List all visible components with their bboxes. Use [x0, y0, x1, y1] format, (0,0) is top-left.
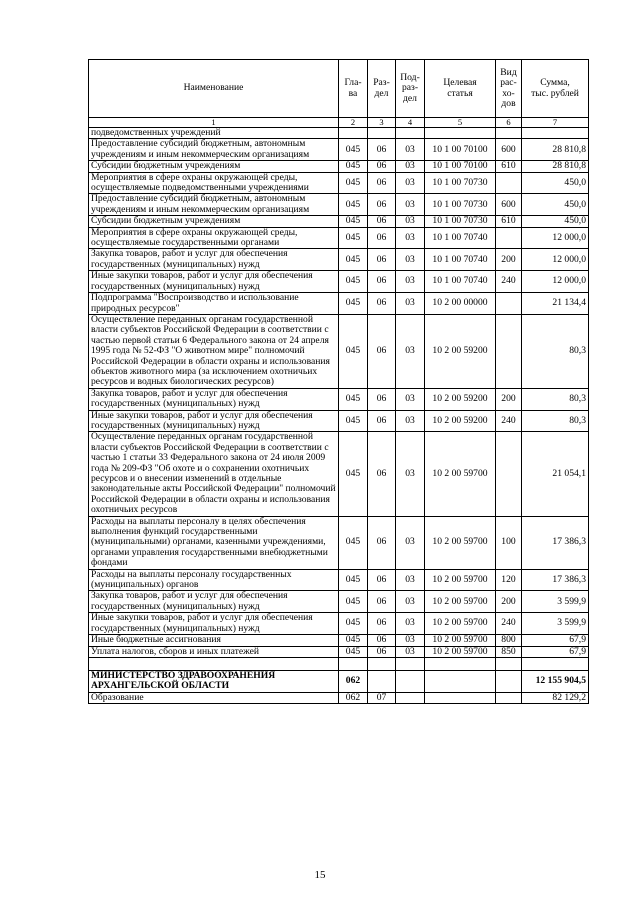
row-podrazdel [396, 670, 425, 692]
row-name: Иные бюджетные ассигнования [89, 635, 339, 646]
row-podrazdel: 03 [396, 432, 425, 516]
column-number-row [89, 118, 589, 128]
row-vid: 120 [496, 569, 522, 591]
row-glava: 045 [339, 216, 368, 227]
col-number: 7 [522, 118, 589, 128]
row-razdel: 06 [368, 249, 396, 271]
row-podrazdel: 03 [396, 613, 425, 635]
row-razdel [368, 128, 396, 139]
row-name: Закупка товаров, работ и услуг для обеспечения государственных (муниципальных) нужд [89, 249, 339, 271]
row-name: Закупка товаров, работ и услуг для обеспечения государственных (муниципальных) нужд [89, 591, 339, 613]
row-razdel: 06 [368, 161, 396, 172]
row-glava: 045 [339, 314, 368, 388]
table-row [89, 670, 589, 692]
row-razdel: 06 [368, 613, 396, 635]
row-sum: 82 129,2 [522, 692, 589, 703]
row-podrazdel: 03 [396, 635, 425, 646]
row-target: 10 2 00 59700 [425, 613, 496, 635]
row-sum [522, 657, 589, 670]
row-sum: 28 810,8 [522, 139, 589, 161]
row-vid [496, 314, 522, 388]
row-name: Закупка товаров, работ и услуг для обеспечения государственных (муниципальных) нужд [89, 388, 339, 410]
row-razdel: 06 [368, 432, 396, 516]
row-sum: 17 386,3 [522, 569, 589, 591]
row-sum: 3 599,9 [522, 591, 589, 613]
row-sum: 67,9 [522, 635, 589, 646]
row-name: Субсидии бюджетным учреждениям [89, 161, 339, 172]
row-razdel: 06 [368, 646, 396, 657]
row-name: Расходы на выплаты персоналу в целях обеспечения выполнения функций государственными (муниципальными) органами, казенными учреждениями, органами управления государственными внебюджетными фондами [89, 516, 339, 569]
row-podrazdel: 03 [396, 139, 425, 161]
row-target: 10 1 00 70740 [425, 271, 496, 293]
row-glava: 062 [339, 670, 368, 692]
col-number: 3 [368, 118, 396, 128]
row-razdel: 06 [368, 293, 396, 315]
row-sum: 12 000,0 [522, 249, 589, 271]
col-number: 5 [425, 118, 496, 128]
row-podrazdel: 03 [396, 161, 425, 172]
row-target: 10 2 00 59700 [425, 432, 496, 516]
table-row [89, 271, 589, 293]
row-razdel: 06 [368, 569, 396, 591]
row-target: 10 2 00 59200 [425, 388, 496, 410]
row-target: 10 1 00 70100 [425, 139, 496, 161]
header-razdel: Раз- дел [368, 60, 396, 118]
row-name: Иные закупки товаров, работ и услуг для обеспечения государственных (муниципальных) нужд [89, 271, 339, 293]
row-podrazdel: 03 [396, 591, 425, 613]
row-sum: 450,0 [522, 194, 589, 216]
row-vid [496, 692, 522, 703]
row-razdel: 06 [368, 635, 396, 646]
row-vid [496, 670, 522, 692]
table-row [89, 410, 589, 432]
row-sum: 80,3 [522, 410, 589, 432]
row-sum: 21 134,4 [522, 293, 589, 315]
row-sum: 67,9 [522, 646, 589, 657]
row-podrazdel: 03 [396, 569, 425, 591]
row-podrazdel: 03 [396, 314, 425, 388]
col-number: 6 [496, 118, 522, 128]
row-podrazdel [396, 657, 425, 670]
row-vid: 240 [496, 271, 522, 293]
row-glava [339, 128, 368, 139]
col-number: 1 [89, 118, 339, 128]
header-name: Наименование [89, 60, 339, 118]
row-target: 10 1 00 70100 [425, 161, 496, 172]
table-row [89, 314, 589, 388]
row-vid: 240 [496, 410, 522, 432]
row-razdel: 06 [368, 410, 396, 432]
row-target: 10 2 00 59200 [425, 410, 496, 432]
col-number: 4 [396, 118, 425, 128]
row-vid: 200 [496, 249, 522, 271]
row-razdel: 06 [368, 194, 396, 216]
row-glava [339, 657, 368, 670]
row-sum: 450,0 [522, 172, 589, 194]
row-name [89, 657, 339, 670]
row-name: Иные закупки товаров, работ и услуг для обеспечения государственных (муниципальных) нужд [89, 613, 339, 635]
table-row [89, 569, 589, 591]
row-glava: 045 [339, 388, 368, 410]
table-row [89, 432, 589, 516]
row-vid: 850 [496, 646, 522, 657]
row-sum: 28 810,8 [522, 161, 589, 172]
row-glava: 045 [339, 646, 368, 657]
row-target: 10 2 00 00000 [425, 293, 496, 315]
table-row [89, 613, 589, 635]
row-name: Мероприятия в сфере охраны окружающей среды, осуществляемые государственными органами [89, 227, 339, 249]
row-glava: 045 [339, 139, 368, 161]
row-target: 10 2 00 59700 [425, 635, 496, 646]
row-vid: 600 [496, 139, 522, 161]
row-glava: 045 [339, 410, 368, 432]
row-razdel: 06 [368, 139, 396, 161]
row-glava: 045 [339, 271, 368, 293]
page-number: 15 [314, 869, 326, 881]
row-podrazdel: 03 [396, 410, 425, 432]
row-glava: 045 [339, 161, 368, 172]
row-name: Уплата налогов, сборов и иных платежей [89, 646, 339, 657]
row-glava: 045 [339, 635, 368, 646]
row-target [425, 657, 496, 670]
row-target: 10 1 00 70740 [425, 227, 496, 249]
table-row [89, 139, 589, 161]
row-sum: 12 000,0 [522, 227, 589, 249]
row-target [425, 692, 496, 703]
row-sum: 450,0 [522, 216, 589, 227]
row-target: 10 1 00 70730 [425, 194, 496, 216]
row-podrazdel: 03 [396, 172, 425, 194]
row-podrazdel: 03 [396, 271, 425, 293]
row-podrazdel: 03 [396, 388, 425, 410]
table-row [89, 293, 589, 315]
header-glava: Гла- ва [339, 60, 368, 118]
row-glava: 062 [339, 692, 368, 703]
table-row [89, 194, 589, 216]
row-glava: 045 [339, 293, 368, 315]
row-vid: 240 [496, 613, 522, 635]
row-sum: 21 054,1 [522, 432, 589, 516]
row-name: Предоставление субсидий бюджетным, автономным учреждениям и иным некоммерческим организациям [89, 139, 339, 161]
table-row [89, 591, 589, 613]
row-sum: 12 000,0 [522, 271, 589, 293]
row-target: 10 1 00 70740 [425, 249, 496, 271]
row-name: Образование [89, 692, 339, 703]
row-razdel: 06 [368, 591, 396, 613]
row-podrazdel: 03 [396, 216, 425, 227]
row-razdel: 07 [368, 692, 396, 703]
row-vid [496, 172, 522, 194]
header-row [89, 60, 589, 118]
row-razdel [368, 657, 396, 670]
row-razdel: 06 [368, 314, 396, 388]
row-glava: 045 [339, 613, 368, 635]
row-razdel: 06 [368, 227, 396, 249]
row-name: Осуществление переданных органам государственной власти субъектов Российской Федерации в соответствии с частью 1 статьи 33 Федерального закона от 24 июля 2009 года № 209-ФЗ "Об охоте и о сохранении охотничьих ресурсов и о внесении изменений в отдельные законодательные акты Российской Федерации" полномочий Российской Федерации в области охраны и использования охотничьих ресурсов [89, 432, 339, 516]
row-name: Осуществление переданных органам государственной власти субъектов Российской Федерации в соответствии с частью первой статьи 6 Федерального закона от 24 апреля 1995 года № 52-ФЗ "О животном мире" полномочий Российской Федерации в области охраны и использования объектов животного мира (за исключением охотничьих ресурсов и водных биологических ресурсов) [89, 314, 339, 388]
budget-table [88, 59, 589, 704]
row-razdel: 06 [368, 388, 396, 410]
table-row [89, 227, 589, 249]
row-glava: 045 [339, 194, 368, 216]
row-vid [496, 432, 522, 516]
row-sum: 80,3 [522, 314, 589, 388]
table-row [89, 249, 589, 271]
row-glava: 045 [339, 432, 368, 516]
row-target: 10 2 00 59200 [425, 314, 496, 388]
row-vid: 610 [496, 216, 522, 227]
row-name: Субсидии бюджетным учреждениям [89, 216, 339, 227]
row-vid: 610 [496, 161, 522, 172]
header-vid: Вид рас- хо- дов [496, 60, 522, 118]
row-vid: 200 [496, 591, 522, 613]
row-target [425, 670, 496, 692]
row-glava: 045 [339, 591, 368, 613]
row-target: 10 1 00 70730 [425, 216, 496, 227]
row-name: Мероприятия в сфере охраны окружающей среды, осуществляемые подведомственными учреждениями [89, 172, 339, 194]
row-podrazdel: 03 [396, 293, 425, 315]
table-row [89, 646, 589, 657]
row-sum: 3 599,9 [522, 613, 589, 635]
row-target: 10 2 00 59700 [425, 591, 496, 613]
row-vid [496, 128, 522, 139]
row-target [425, 128, 496, 139]
row-vid [496, 227, 522, 249]
row-razdel: 06 [368, 271, 396, 293]
row-podrazdel: 03 [396, 516, 425, 569]
row-vid [496, 293, 522, 315]
row-razdel: 06 [368, 172, 396, 194]
row-podrazdel: 03 [396, 194, 425, 216]
row-razdel: 06 [368, 516, 396, 569]
row-razdel [368, 670, 396, 692]
row-target: 10 1 00 70730 [425, 172, 496, 194]
row-name: МИНИСТЕРСТВО ЗДРАВООХРАНЕНИЯ АРХАНГЕЛЬСКОЙ ОБЛАСТИ [89, 670, 339, 692]
row-target: 10 2 00 59700 [425, 516, 496, 569]
table-row [89, 657, 589, 670]
header-podrazdel: Под- раз- дел [396, 60, 425, 118]
row-name: Подпрограмма "Воспроизводство и использование природных ресурсов" [89, 293, 339, 315]
header-target: Целевая статья [425, 60, 496, 118]
table-row [89, 692, 589, 703]
col-number: 2 [339, 118, 368, 128]
row-glava: 045 [339, 249, 368, 271]
row-podrazdel [396, 692, 425, 703]
row-sum: 12 155 904,5 [522, 670, 589, 692]
row-podrazdel [396, 128, 425, 139]
header-sum: Сумма, тыс. рублей [522, 60, 589, 118]
row-glava: 045 [339, 172, 368, 194]
row-vid: 800 [496, 635, 522, 646]
table-row [89, 516, 589, 569]
row-vid: 100 [496, 516, 522, 569]
row-podrazdel: 03 [396, 249, 425, 271]
row-vid: 600 [496, 194, 522, 216]
row-sum: 17 386,3 [522, 516, 589, 569]
table-row [89, 172, 589, 194]
row-target: 10 2 00 59700 [425, 646, 496, 657]
row-razdel: 06 [368, 216, 396, 227]
table-row [89, 216, 589, 227]
row-glava: 045 [339, 569, 368, 591]
row-podrazdel: 03 [396, 227, 425, 249]
row-target: 10 2 00 59700 [425, 569, 496, 591]
row-glava: 045 [339, 227, 368, 249]
table-row [89, 635, 589, 646]
table-row [89, 161, 589, 172]
row-name: Предоставление субсидий бюджетным, автономным учреждениям и иным некоммерческим организациям [89, 194, 339, 216]
row-name: Иные закупки товаров, работ и услуг для обеспечения государственных (муниципальных) нужд [89, 410, 339, 432]
table-body [89, 128, 589, 704]
row-vid [496, 657, 522, 670]
table-row [89, 128, 589, 139]
row-sum: 80,3 [522, 388, 589, 410]
table-row [89, 388, 589, 410]
row-vid: 200 [496, 388, 522, 410]
row-name: Расходы на выплаты персоналу государственных (муниципальных) органов [89, 569, 339, 591]
row-name: подведомственных учреждений [89, 128, 339, 139]
row-glava: 045 [339, 516, 368, 569]
row-sum [522, 128, 589, 139]
row-podrazdel: 03 [396, 646, 425, 657]
